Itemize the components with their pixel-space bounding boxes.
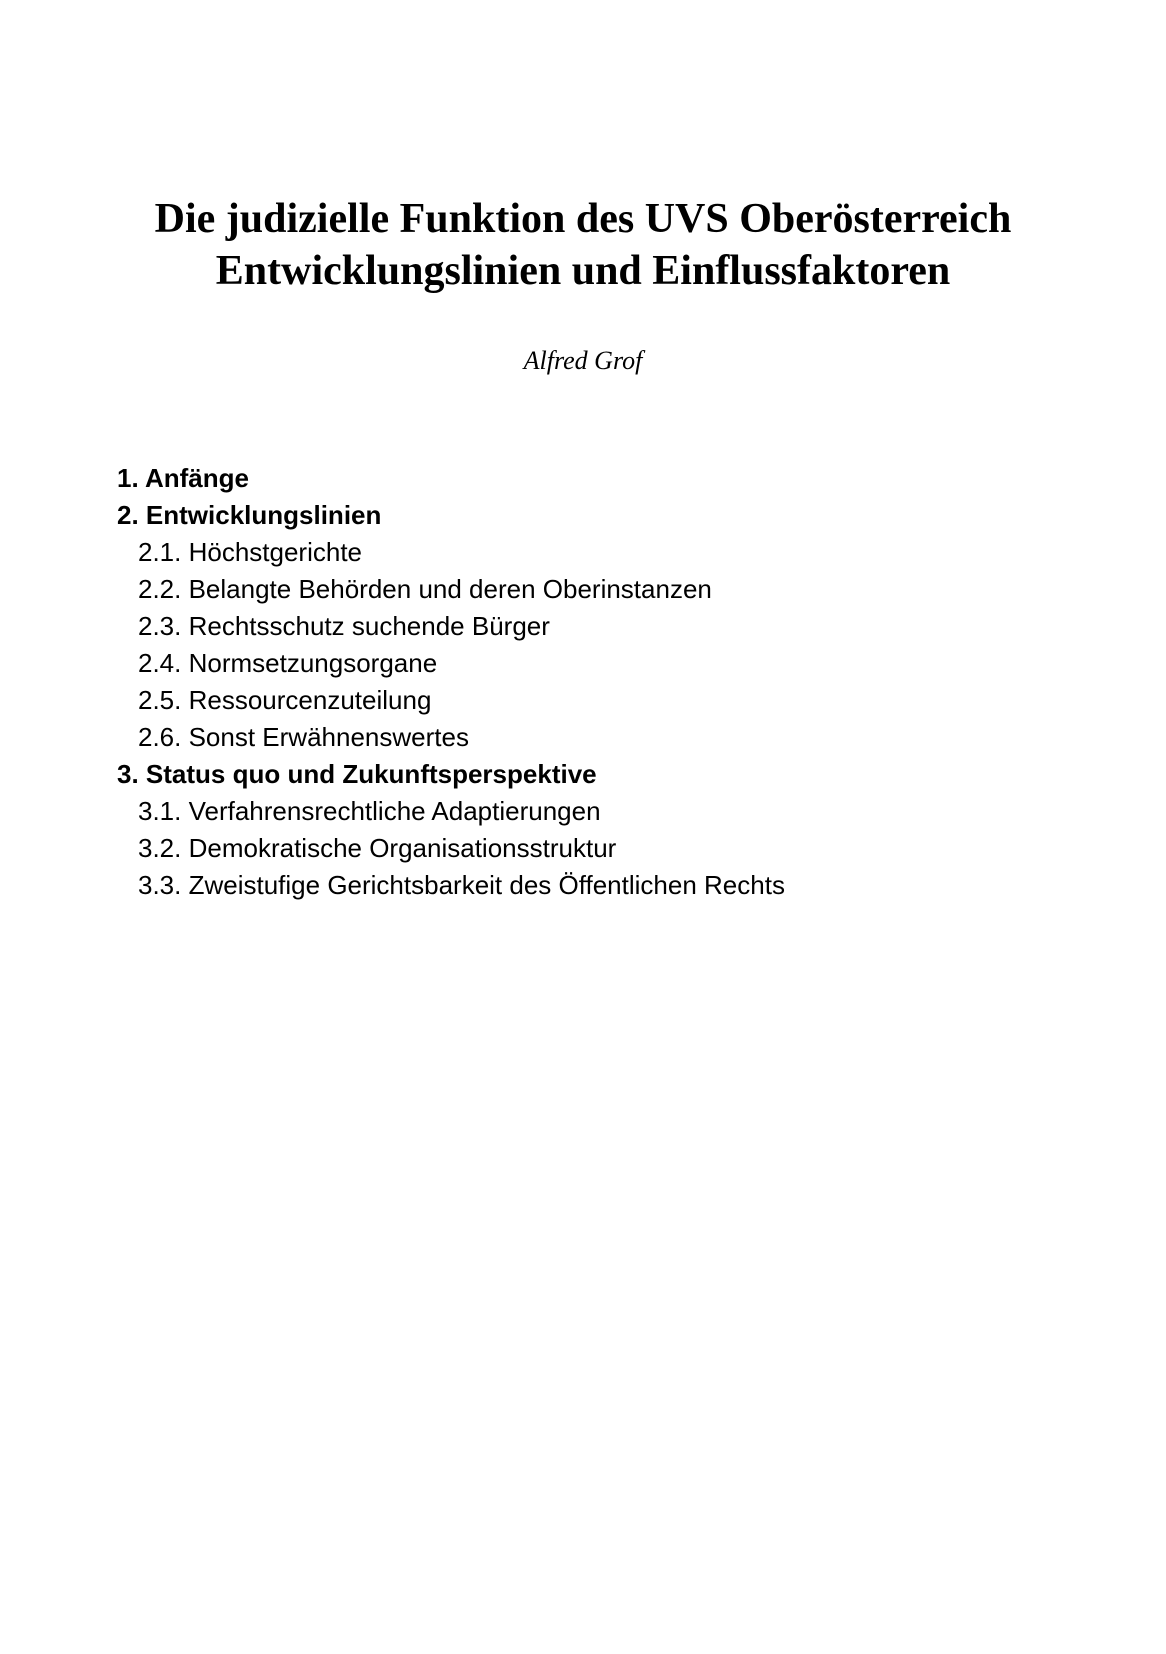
toc-item: 2.1. Höchstgerichte <box>138 537 363 567</box>
table-of-contents <box>117 460 1106 904</box>
author-name: Alfred Grof <box>523 346 643 375</box>
toc-item: 3.2. Demokratische Organisationsstruktur <box>138 833 617 863</box>
toc-item: 2.3. Rechtsschutz suchende Bürger <box>138 611 550 641</box>
paper-title <box>0 193 1166 297</box>
toc-item: 3.1. Verfahrensrechtliche Adaptierungen <box>138 796 601 826</box>
toc-item: 2. Entwicklungslinien <box>117 500 382 530</box>
toc-item: 2.5. Ressourcenzuteilung <box>138 685 432 715</box>
toc-item: 2.4. Normsetzungsorgane <box>138 648 438 678</box>
toc-item: 1. Anfänge <box>117 463 249 493</box>
paper-title-line1: Die judizielle Funktion des UVS Oberösterreich <box>154 196 1012 242</box>
toc-item: 3. Status quo und Zukunftsperspektive <box>117 759 597 789</box>
paper-title-line2: Entwicklungslinien und Einflussfaktoren <box>215 248 951 294</box>
toc-item: 2.6. Sonst Erwähnenswertes <box>138 722 469 752</box>
toc-item: 3.3. Zweistufige Gerichtsbarkeit des Öffentlichen Rechts <box>138 870 785 900</box>
toc-item: 2.2. Belangte Behörden und deren Oberinstanzen <box>138 574 712 604</box>
